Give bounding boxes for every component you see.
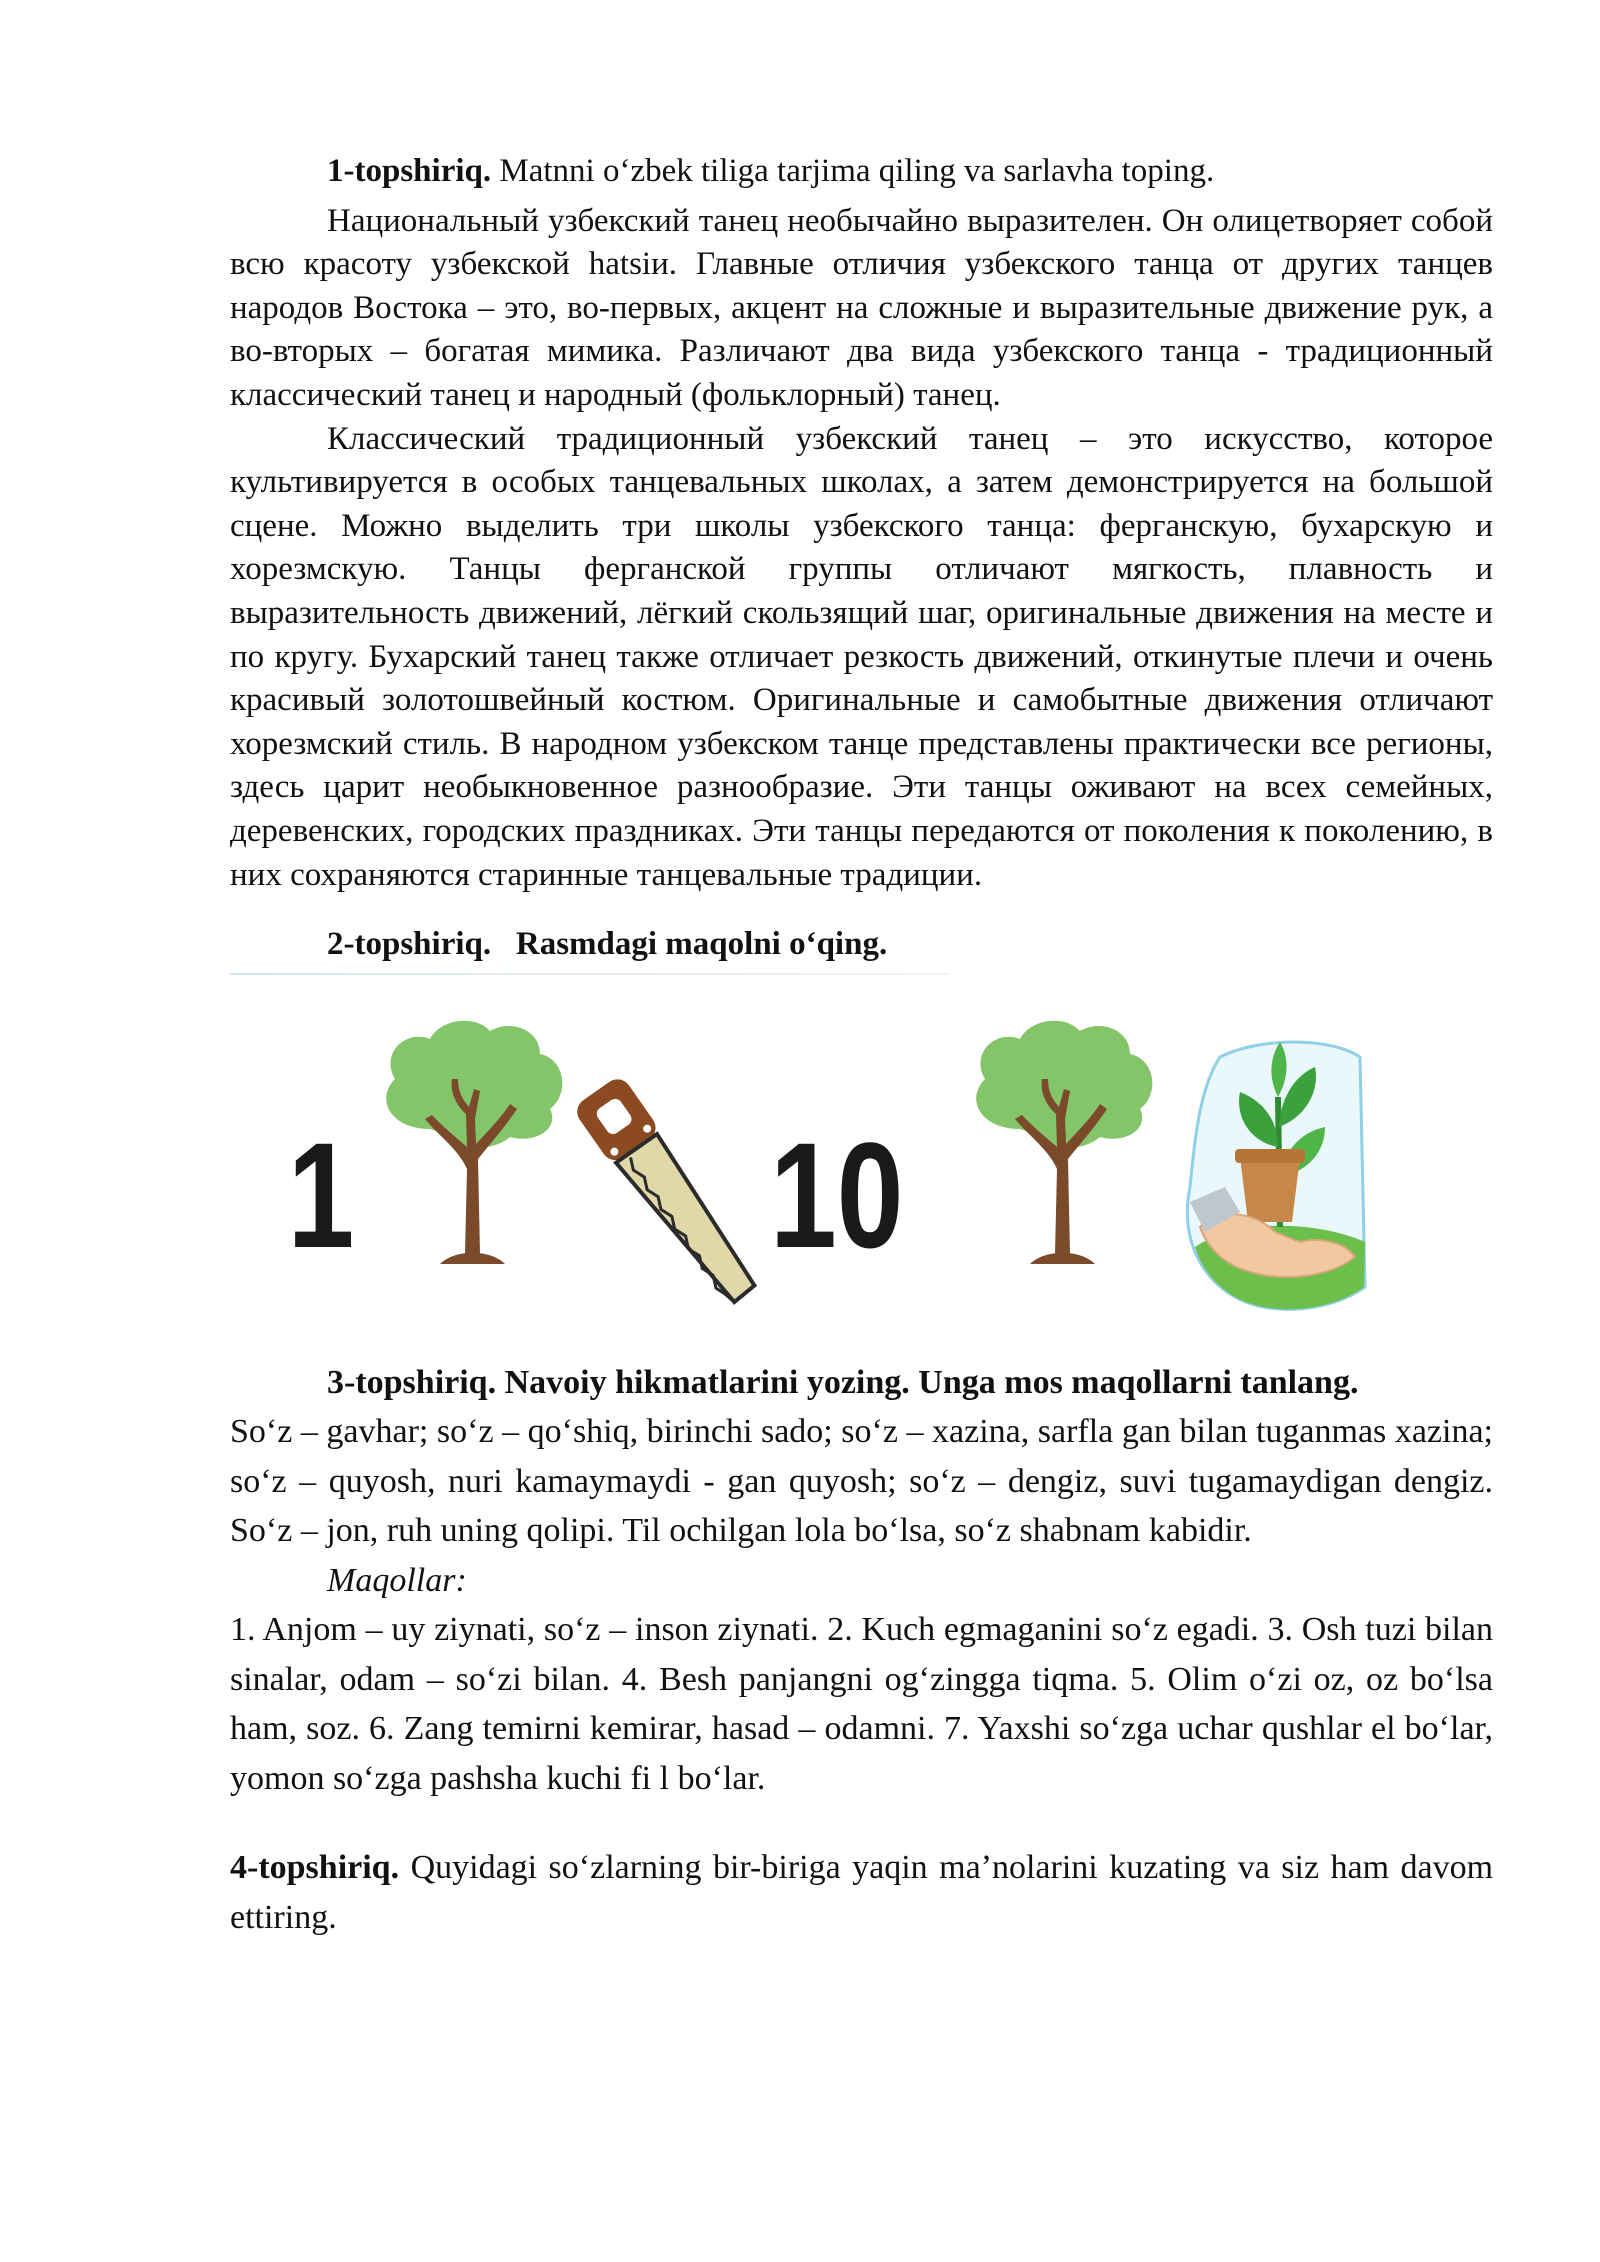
tree-icon bbox=[976, 1020, 1152, 1263]
seedling-planting-icon bbox=[1187, 1042, 1365, 1309]
task1-paragraph-1: Национальный узбекский танец необычайно выразителен. Он олицетворяет собой всю красоту узбекской hatsiи. Главные отличия узбекского танца от других танцев народов Востока – это, во-первых, акцент на сложные и выразительные движение рук, а во-вторых – богатая мимика. Различают два вида узбекского танца - традиционный классический танец и народный (фольклорный) танец. bbox=[230, 202, 1493, 413]
task3-heading bbox=[230, 1358, 1493, 1408]
task3-instruction: Navoiy hikmatlarini yozing. Unga mos maqollarni tanlang. bbox=[504, 1363, 1359, 1401]
task4-label: 4-topshiriq. bbox=[230, 1849, 400, 1887]
task1-paragraph-2: Классический традиционный узбекский танец – это искусство, которое культивируется в особых танцевальных школах, а затем демонстрируется на большой сцене. Можно выделить три школы узбекского танца: ферганскую, бухарскую и хорезмскую. Танцы ферганской группы отличают мягкость, плавность и выразительность движений, лёгкий скользящий шаг, оригинальные движения на месте и по кругу. Бухарский танец также отличает резкость движений, откинутые плечи и очень красивый золотошвейный костюм. Оригинальные и самобытные движения отличают хорезмский стиль. В народном узбекском танце представлены практически все регионы, здесь царит необыкновенное разнообразие. Эти танцы оживают на всех семейных, деревенских, городских праздниках. Эти танцы передаются от поколения к поколению, в них сохраняются старинные танцевальные традиции. bbox=[230, 420, 1493, 893]
rebus-number-one: 1 bbox=[287, 1110, 355, 1279]
task3-text: Soʻz – gavhar; soʻz – qoʻshiq, birinchi sado; soʻz – xazina, sarfla gan bilan tuganmas xazina; soʻz – quyosh, nuri kamaymaydi - gan quyosh; soʻz – dengiz, suvi tugamaydigan dengiz. Soʻz – jon, ruh uning qolipi. Til ochilgan lola boʻlsa, soʻz shabnam kabidir. bbox=[230, 1413, 1493, 1550]
task4-instruction: Quyidagi soʻzlarning bir-biriga yaqin maʼnolarini kuzating va siz ham davom ettiring. bbox=[230, 1849, 1494, 1936]
saw-icon bbox=[572, 1074, 766, 1315]
rebus-picture bbox=[230, 977, 1493, 1332]
task4-heading bbox=[230, 1843, 1493, 1942]
picture-top-rule bbox=[230, 973, 950, 975]
task2-label: 2-topshiriq. bbox=[327, 926, 492, 963]
maqollar-label: Maqollar: bbox=[327, 1561, 467, 1599]
task2-instruction: Rasmdagi maqolni oʻqing. bbox=[515, 926, 888, 963]
task1-heading bbox=[230, 150, 1493, 194]
rebus-svg bbox=[230, 977, 1493, 1332]
document-page bbox=[230, 150, 1493, 1942]
tree-icon bbox=[386, 1020, 562, 1263]
task2-heading bbox=[230, 923, 1493, 967]
task3-section bbox=[230, 1358, 1493, 1943]
rebus-number-ten: 10 bbox=[770, 1110, 904, 1279]
task1-instruction: Matnni oʻzbek tiligа tarjima qiling va sarlavha toping. bbox=[499, 153, 1215, 189]
task1-label: 1-topshiriq. bbox=[327, 153, 492, 189]
task3-label: 3-topshiriq. bbox=[327, 1363, 497, 1401]
maqollar-text: 1. Anjom – uy ziynati, soʻz – inson ziynati. 2. Kuch egmaganini soʻz egadi. 3. Osh tuzi bilan sinalar, odam – soʻzi bilan. 4. Besh panjangni ogʻzingga tiqma. 5. Olim oʻzi oz, oz boʻlsa ham, soz. 6. Zang temirni kemirar, hasad – odamni. 7. Yaxshi soʻzga uchar qushlar el boʻlar, yomon soʻzga pashsha kuchi fi l boʻlar. bbox=[230, 1611, 1493, 1797]
